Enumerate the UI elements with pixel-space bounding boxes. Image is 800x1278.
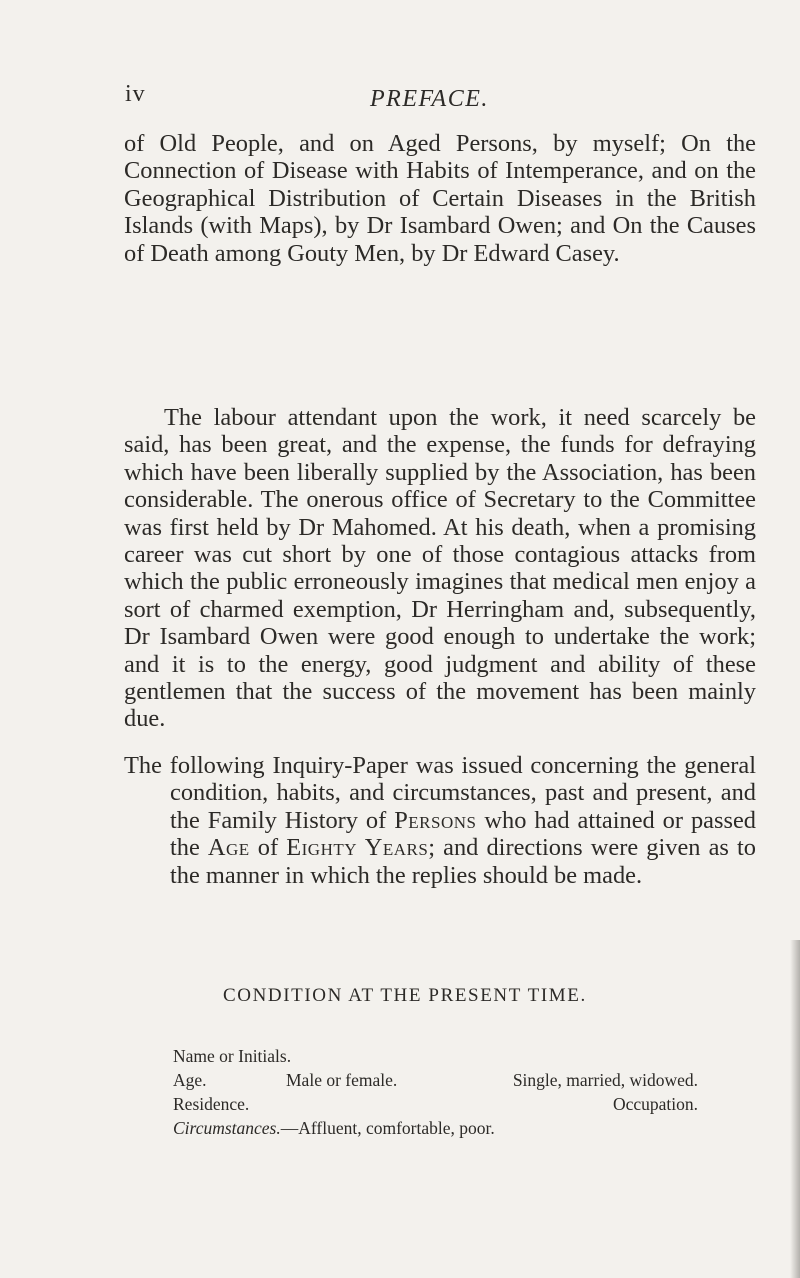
paragraph-secretary: The labour attendant upon the work, it need scarcely be said, has been great, and the expense, the funds for defraying which have been liberally supplied by the Association, has been considerable. The onerous office of Secretary to the Committee was first held by Dr Mahomed. At his death, when a promising career was cut short by one of those contagious attacks from which the public erroneously imagines that medical men enjoy a sort of charmed exemption, Dr Herringham and, subsequently, Dr Isambard Owen were good enough to undertake the work; and it is to the energy, good judgment and ability of these gentlemen that the success of the movement has been mainly due. [124, 404, 756, 733]
age-field-label: Age. [173, 1070, 207, 1090]
form-row-name [173, 1044, 698, 1068]
sex-field-label: Male or female. [286, 1070, 398, 1090]
running-head: PREFACE. [370, 86, 489, 112]
persons-smallcaps: Persons [394, 806, 477, 834]
occupation-field-label: Occupation. [612, 1094, 698, 1114]
form-row-circumstances [173, 1116, 698, 1140]
inquiry-text-4: ; and directions were given as to the manner in which the replies should be made. [170, 834, 756, 889]
marital-field-label: Single, married, widowed. [512, 1070, 698, 1090]
form-row-age [173, 1068, 698, 1092]
inquiry-text-3: of [249, 834, 287, 862]
name-field-label: Name or Initials. [173, 1046, 292, 1066]
page-edge-shadow [790, 940, 800, 1278]
circumstances-field [173, 1116, 495, 1140]
paragraph-inquiry-paper [124, 752, 756, 889]
section-heading: CONDITION AT THE PRESENT TIME. [223, 985, 587, 1006]
inquiry-text-2: who had attained or passed the [170, 806, 756, 862]
circumstances-label: Circumstances. [173, 1118, 281, 1138]
age-smallcaps: Age [207, 834, 250, 862]
eighty-years-smallcaps: Eighty Years [286, 834, 429, 862]
page-number: iv [125, 81, 146, 107]
form-row-residence [173, 1092, 698, 1116]
paragraph-continuation: of Old People, and on Aged Persons, by myself; On the Connection of Disease with Habits of Intemperance, and on the Geographical Distribution of Certain Diseases in the British Islands (with Maps), by Dr Isambard Owen; and On the Causes of Death among Gouty Men, by Dr Edward Casey. [124, 130, 756, 267]
circumstances-options: —Affluent, comfortable, poor. [280, 1118, 495, 1138]
inquiry-text-1: The following Inquiry-Paper was issued concerning the general condition, habits, and circumstances, past and present, and the Family History of [124, 752, 756, 834]
residence-field-label: Residence. [173, 1094, 250, 1114]
